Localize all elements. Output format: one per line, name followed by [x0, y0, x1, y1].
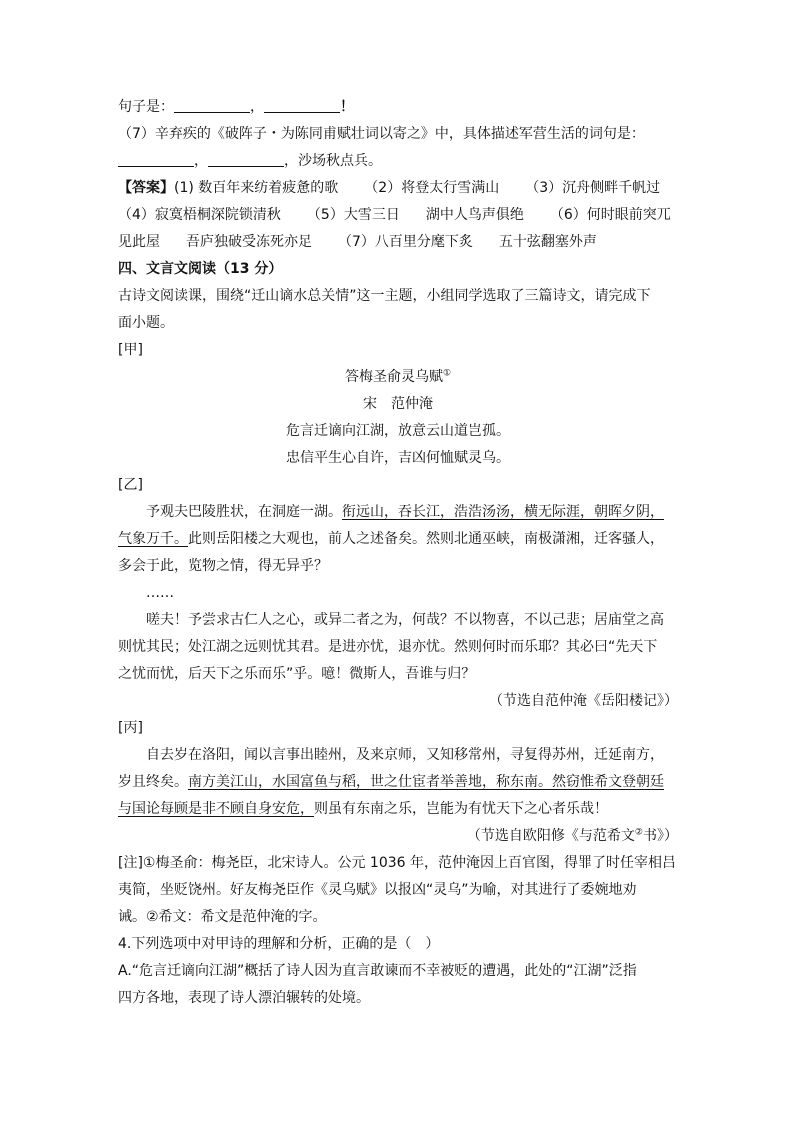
question-4: 4.下列选项中对甲诗的理解和分析，正确的是（ ） [118, 936, 440, 952]
passage-line: 自去岁在洛阳，闻以言事出睦州，及来京师，又知移常州，寻复得苏州，迁延南方， [146, 747, 664, 763]
text: 答梅圣俞灵乌赋 [344, 369, 443, 385]
text: ，沙场秋点兵。 [284, 153, 382, 169]
text: （节选自欧阳修《与范希文 [466, 828, 635, 844]
text: （3）沉舟侧畔千帆过 [525, 180, 661, 196]
intro-text: 古诗文阅读课，围绕“迁山谪水总关情”这一主题，小组同学选取了三篇诗文，请完成下 [118, 288, 651, 304]
underlined-text: 衔远山，吞长江，浩浩汤汤，横无际涯，朝晖夕阴， [342, 504, 664, 520]
underlined-text: 然窃惟希文登朝廷 [552, 774, 664, 790]
passage-line: 嗟夫！予尝求古仁人之心，或异二者之为，何哉？不以物喜，不以己悲；居庙堂之高 [146, 612, 664, 628]
note-line: [注]①梅圣俞：梅尧臣，北宋诗人。公元 1036 年，范仲淹因上百官图，得罪了时任宰相吕 [118, 855, 677, 871]
text: 湖中人鸟声俱绝 [425, 207, 524, 223]
footnote-mark: ① [442, 368, 452, 379]
option-a: A.“危言迁谪向江湖”概括了诗人因为直言敢谏而不幸被贬的遭遇，此处的“江湖”泛指 [118, 963, 637, 979]
text: ， [194, 153, 208, 169]
text: 岁且终矣。 [118, 774, 188, 790]
passage-line: 多会于此，览物之情，得无异乎？ [118, 558, 328, 574]
option-a: 四方各地，表现了诗人漂泊辗转的处境。 [118, 990, 370, 1006]
passage-label-yi: [乙] [118, 477, 143, 493]
passage-label-bing: [丙] [118, 720, 143, 736]
text: 句子是： [118, 99, 174, 115]
footnote-mark: ② [634, 827, 643, 838]
fill-line-1 [118, 94, 678, 121]
text: ， [250, 99, 264, 115]
answer-line-2 [118, 202, 678, 229]
text: 此则岳阳楼之大观也，前人之述备矣。然则北通巫峡，南极潇湘，迁客骚人， [188, 531, 664, 547]
passage-line [118, 769, 678, 796]
text: 吾庐独破受冻死亦足 [186, 234, 312, 250]
answer-blank[interactable] [174, 98, 250, 113]
underlined-text: 与国论每顾是非不顾自身安危， [118, 801, 314, 817]
passage-line [118, 526, 678, 553]
source-citation: （节选自范仲淹《岳阳楼记》） [489, 693, 678, 709]
passage-line: 之忧而忧，后天下之乐而乐”乎。噫！微斯人，吾谁与归？ [118, 666, 476, 682]
text: 书》） [643, 828, 678, 844]
answer-line-3 [118, 229, 678, 256]
answer-blank[interactable] [264, 98, 340, 113]
underlined-text: 气象万千。 [118, 531, 188, 547]
text: 见此屋 [118, 234, 160, 250]
poem-author: 宋 范仲淹 [363, 396, 433, 412]
text: （4）寂寞梧桐深院锁清秋 [118, 207, 281, 223]
text: （2）将登太行雪满山 [364, 180, 500, 196]
intro-text: 面小题。 [118, 315, 174, 331]
passage-label-jia: [甲] [118, 342, 143, 358]
poem-line: 危言迁谪向江湖，放意云山道岂孤。 [286, 423, 510, 439]
text: 则虽有东南之乐，岂能为有忧天下之心者乐哉！ [314, 801, 608, 817]
underlined-text: 南方美江山，水国富鱼与稻，世之仕宦者举善地，称东南。 [188, 774, 552, 790]
fill-line-7 [118, 148, 678, 175]
answer-blank[interactable] [118, 152, 194, 167]
passage-line [118, 796, 678, 823]
note-line: 夷简，坐贬饶州。好友梅尧臣作《灵乌赋》以报凶“灵乌”为喻，对其进行了委婉地劝 [118, 882, 637, 898]
answer-line-1 [118, 175, 678, 202]
text: (1) 数百年来纺着疲惫的歌 [174, 180, 339, 196]
text: （6）何时眼前突兀 [549, 207, 671, 223]
poem-title [118, 364, 678, 391]
text: ！ [340, 99, 354, 115]
ellipsis: …… [146, 585, 174, 601]
text: 予观夫巴陵胜状，在洞庭一湖。 [146, 504, 342, 520]
answer-tag: 【答案】 [118, 180, 174, 196]
answer-blank[interactable] [208, 152, 284, 167]
note-line: 诫。②希文：希文是范仲淹的字。 [118, 909, 327, 925]
passage-line [118, 499, 678, 526]
text: （5）大雪三日 [306, 207, 400, 223]
question-7: （7）辛弃疾的《破阵子・为陈同甫赋壮词以寄之》中，具体描述军营生活的词句是： [118, 126, 645, 142]
text: 五十弦翻塞外声 [498, 234, 597, 250]
passage-line: 则忧其民；处江湖之远则忧其君。是进亦忧，退亦忧。然则何时而乐耶？其必曰“先天下 [118, 639, 658, 655]
section-heading: 四、文言文阅读（13 分） [118, 261, 283, 277]
poem-line: 忠信平生心自许，吉凶何恤赋灵乌。 [286, 450, 510, 466]
text: （7）八百里分麾下炙 [338, 234, 473, 250]
source-citation [118, 823, 678, 850]
document-page [118, 94, 678, 1012]
